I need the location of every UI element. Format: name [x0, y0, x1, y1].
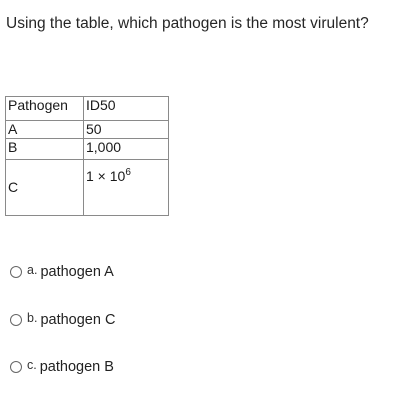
id50-cell	[84, 160, 169, 216]
header-id-subscript: 50	[100, 97, 116, 113]
header-id50	[84, 97, 169, 121]
table-row	[6, 139, 169, 160]
pathogen-cell: B	[6, 139, 84, 160]
option-letter: c.	[27, 358, 37, 372]
table-row	[6, 160, 169, 216]
option-label[interactable]: pathogen A	[40, 264, 114, 280]
pathogen-cell: A	[6, 121, 84, 139]
answer-option-c[interactable]	[10, 359, 114, 375]
answer-option-b[interactable]	[10, 312, 115, 328]
table-header-row	[6, 97, 169, 121]
question-text: Using the table, which pathogen is the most virulent?	[6, 15, 369, 32]
header-id-label: ID	[86, 97, 100, 113]
id50-base: 1 × 10	[86, 168, 126, 184]
radio-unchecked-icon[interactable]	[10, 314, 22, 326]
header-pathogen: Pathogen	[6, 97, 84, 121]
id50-exponent: 6	[125, 167, 131, 178]
option-label[interactable]: pathogen B	[39, 359, 114, 375]
radio-unchecked-icon[interactable]	[10, 266, 22, 278]
id50-cell: 1,000	[84, 139, 169, 160]
radio-unchecked-icon[interactable]	[10, 361, 22, 373]
option-letter: b.	[27, 311, 38, 325]
id50-cell: 50	[84, 121, 169, 139]
pathogen-cell: C	[6, 160, 84, 216]
option-label[interactable]: pathogen C	[40, 312, 116, 328]
pathogen-id50-table	[5, 96, 169, 216]
answer-option-a[interactable]	[10, 264, 114, 280]
option-letter: a.	[27, 263, 38, 277]
table-row	[6, 121, 169, 139]
